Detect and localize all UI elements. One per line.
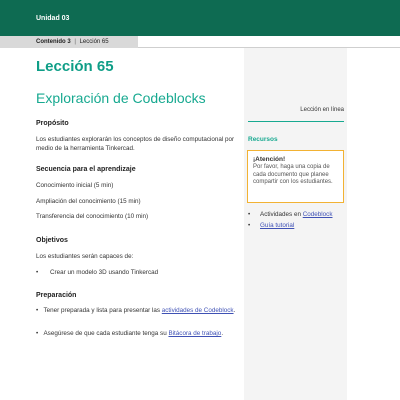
attention-text: Por favor, haga una copia de cada documento que planee compartir con los estudiantes. [253, 164, 333, 185]
sequence-item: Ampliación del conocimiento (15 min) [36, 198, 141, 205]
bullet-icon: • [36, 307, 39, 314]
codeblock-activities-link[interactable]: actividades de Codeblock [161, 307, 234, 314]
lesson-number: Lección 65 [36, 58, 114, 75]
tutorial-guide-link[interactable]: Guía tutorial [260, 222, 295, 229]
bullet-icon: • [248, 222, 251, 229]
preparation-end: . [233, 307, 236, 314]
objectives-heading: Objetivos [36, 237, 68, 244]
bullet-icon: • [248, 211, 251, 218]
codeblock-link[interactable]: Codeblock [302, 211, 333, 218]
preparation-item [36, 307, 238, 316]
preparation-end: . [221, 330, 224, 337]
resource-item [248, 210, 332, 219]
resource-text: Actividades en [260, 211, 303, 218]
purpose-text: Los estudiantes explorarán los conceptos de diseño computacional por medio de la herramienta Tinkercad. [36, 136, 235, 152]
objectives-intro: Los estudiantes serán capaces de: [36, 253, 134, 260]
objective-item [36, 268, 158, 277]
resources-heading: Recursos [248, 136, 278, 143]
breadcrumb-separator: | [74, 39, 76, 45]
purpose-heading: Propósito [36, 120, 69, 127]
breadcrumb [36, 39, 109, 45]
breadcrumb-content[interactable]: Contenido 3 [36, 39, 71, 45]
lesson-title: Exploración de Codeblocks [36, 90, 206, 106]
sequence-heading: Secuencia para el aprendizaje [36, 166, 136, 173]
preparation-heading: Preparación [36, 292, 77, 299]
preparation-text: Asegúrese de que cada estudiante tenga su [43, 330, 169, 337]
work-log-link[interactable]: Bitácora de trabajo [168, 330, 222, 337]
sequence-item: Conocimiento inicial (5 min) [36, 182, 114, 189]
attention-box [247, 150, 344, 203]
unit-label: Unidad 03 [36, 15, 70, 22]
sequence-item: Transferencia del conocimiento (10 min) [36, 213, 149, 220]
attention-title: ¡Atención! [253, 156, 286, 163]
preparation-item [36, 330, 238, 339]
resource-item [248, 221, 294, 230]
bullet-icon: • [36, 330, 39, 337]
lesson-mode: Lección en línea [300, 107, 344, 113]
objective-text: Crear un modelo 3D usando Tinkercad [50, 269, 159, 276]
sidebar-divider [248, 121, 344, 122]
breadcrumb-lesson: Lección 65 [79, 39, 109, 45]
preparation-text: Tener preparada y lista para presentar las [43, 307, 162, 314]
bullet-icon: • [36, 269, 39, 276]
